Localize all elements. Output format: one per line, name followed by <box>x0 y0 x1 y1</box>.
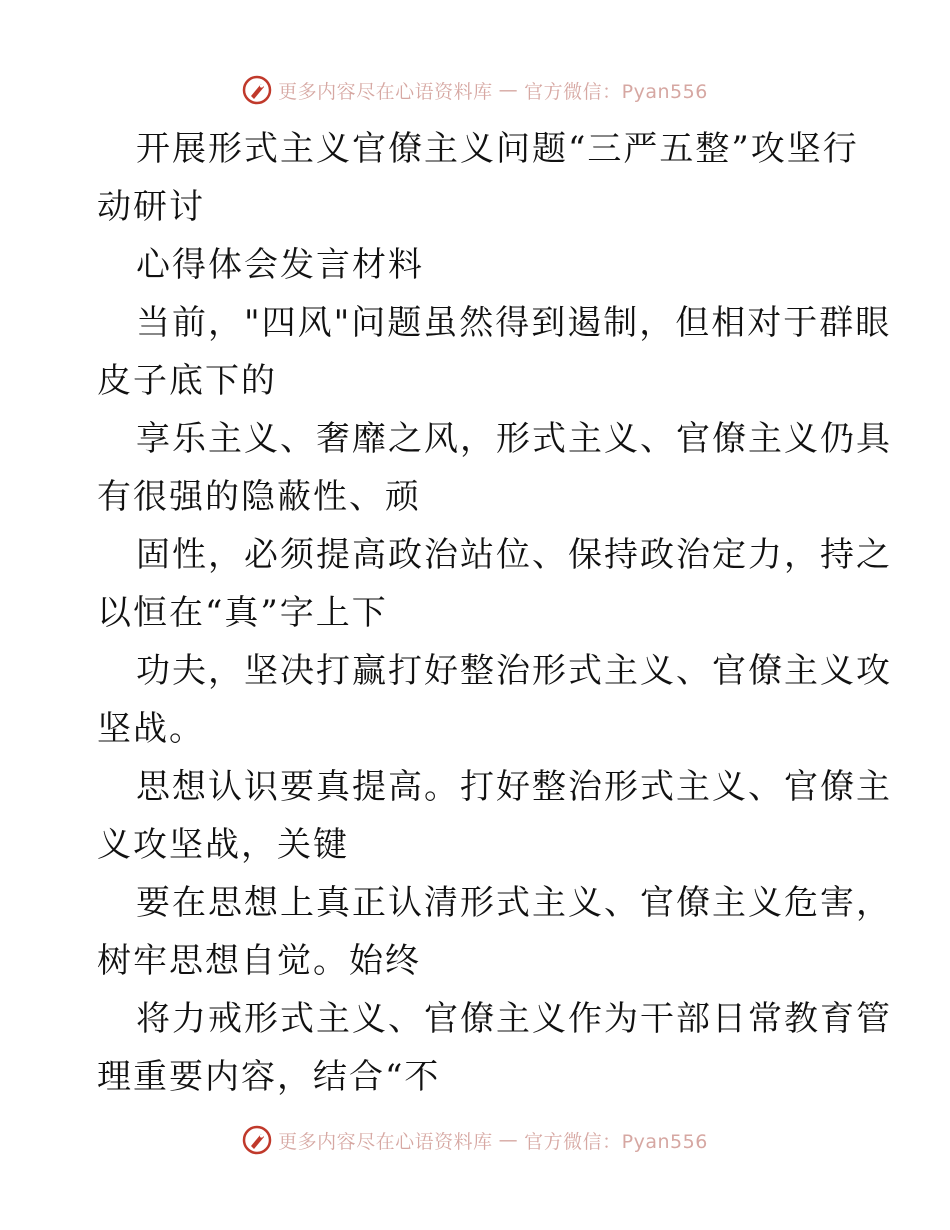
body-text-line: 将力戒形式主义、官僚主义作为干部日常教育管 <box>136 999 892 1039</box>
watermark-wechat: 官方微信：Pyan556 <box>524 80 708 103</box>
body-text-line: 开展形式主义官僚主义问题“三严五整”攻坚行 <box>136 129 859 169</box>
body-text-line: 皮子底下的 <box>97 361 277 401</box>
body-text-line: 义攻坚战，关键 <box>97 825 349 865</box>
body-text-line: 理重要内容，结合“不 <box>97 1057 441 1097</box>
body-text-line: 以恒在“真”字上下 <box>97 593 388 633</box>
footer-watermark <box>0 1122 950 1158</box>
body-text-line: 有很强的隐蔽性、顽 <box>97 477 421 517</box>
pen-nib-logo-icon <box>242 75 272 105</box>
body-text-line: 思想认识要真提高。打好整治形式主义、官僚主 <box>136 767 892 807</box>
watermark-text: 更多内容尽在心语资料库 <box>278 1130 493 1153</box>
watermark-separator: — <box>498 1129 519 1151</box>
body-text-line: 功夫，坚决打赢打好整治形式主义、官僚主义攻 <box>136 651 892 691</box>
watermark-wechat: 官方微信：Pyan556 <box>524 1130 708 1153</box>
document-body <box>97 120 892 1106</box>
body-text-line: 要在思想上真正认清形式主义、官僚主义危害， <box>136 883 892 923</box>
body-text-line: 当前，"四风"问题虽然得到遏制，但相对于群眼 <box>136 303 892 343</box>
body-text-line: 享乐主义、奢靡之风，形式主义、官僚主义仍具 <box>136 419 892 459</box>
watermark-text: 更多内容尽在心语资料库 <box>278 80 493 103</box>
body-text-line: 固性，必须提高政治站位、保持政治定力，持之 <box>136 535 892 575</box>
watermark-separator: — <box>498 79 519 101</box>
body-text-line: 坚战。 <box>97 709 205 749</box>
header-watermark <box>0 72 950 108</box>
body-text-line: 动研讨 <box>97 187 205 227</box>
body-text-line: 心得体会发言材料 <box>136 245 424 285</box>
pen-nib-logo-icon <box>242 1125 272 1155</box>
body-text-line: 树牢思想自觉。始终 <box>97 941 421 981</box>
